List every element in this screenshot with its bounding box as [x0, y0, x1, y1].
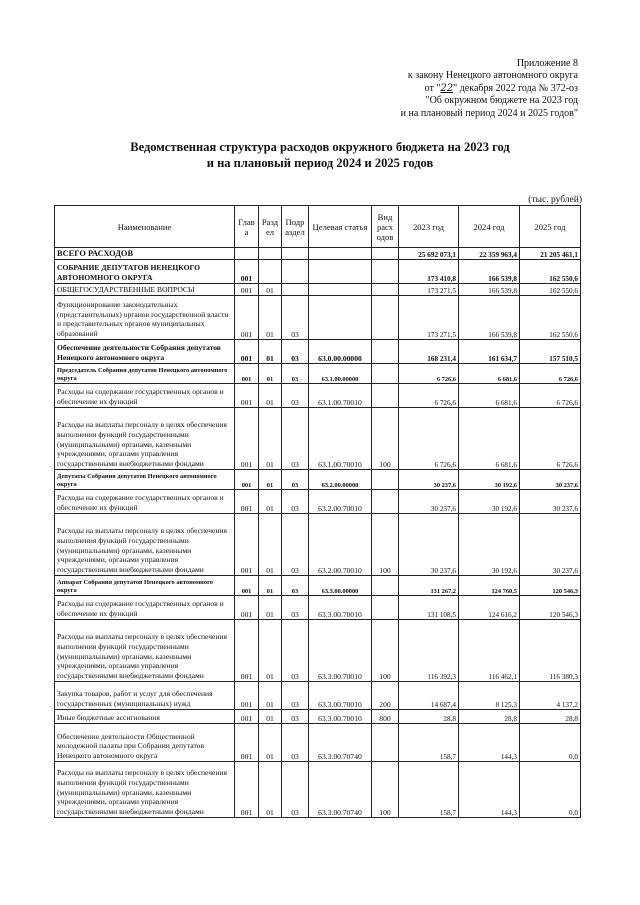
row-name: Депутаты Собрания депутатов Ненецкого автономного округа	[55, 470, 235, 490]
row-razdel: 01	[259, 576, 282, 596]
row-vid	[372, 724, 399, 762]
row-podrazdel: 03	[282, 470, 309, 490]
row-glava: 001	[235, 762, 259, 818]
table-body	[55, 248, 581, 818]
row-name: Иные бюджетные ассигнования	[55, 710, 235, 724]
row-podrazdel: 03	[282, 364, 309, 384]
row-2025: 30 237,6	[520, 514, 581, 576]
table-row	[55, 296, 581, 340]
row-podrazdel: 03	[282, 384, 309, 408]
row-name: СОБРАНИЕ ДЕПУТАТОВ НЕНЕЦКОГО АВТОНОМНОГО ОКРУГА	[55, 260, 235, 284]
row-name: Обеспечение деятельности Собрания депутатов Ненецкого автономного округа	[55, 340, 235, 364]
col-2025: 2025 год	[520, 206, 581, 248]
row-target: 63.2.00.70010	[309, 514, 372, 576]
row-razdel: 01	[259, 364, 282, 384]
row-vid	[372, 364, 399, 384]
row-2023: 173 271,5	[399, 296, 459, 340]
row-podrazdel	[282, 248, 309, 260]
row-2023: 131 267,2	[399, 576, 459, 596]
row-target: 63.3.00.70740	[309, 762, 372, 818]
law-date-suffix: " декабря 2022 года № 372-оз	[453, 82, 578, 94]
row-2023: 30 237,6	[399, 470, 459, 490]
row-name: Расходы на содержание государственных органов и обеспечение их функций	[55, 596, 235, 620]
row-target	[309, 248, 372, 260]
row-target: 63.3.00.70010	[309, 620, 372, 682]
table-row	[55, 384, 581, 408]
row-target: 63.2.00.00000	[309, 470, 372, 490]
row-target: 63.1.00.70010	[309, 384, 372, 408]
row-2024: 166 539,8	[459, 296, 520, 340]
row-2024: 166 539,8	[459, 260, 520, 284]
row-2025: 162 550,6	[520, 296, 581, 340]
row-glava: 001	[235, 384, 259, 408]
row-2025: 162 550,6	[520, 260, 581, 284]
row-podrazdel: 03	[282, 682, 309, 710]
expenditure-table	[54, 205, 581, 818]
row-glava: 001	[235, 682, 259, 710]
law-date-prefix: от "	[424, 82, 441, 94]
row-podrazdel: 03	[282, 340, 309, 364]
row-name: Обеспечение деятельности Общественной молодежной палаты при Собрании депутатов Ненецкого автономного округа	[55, 724, 235, 762]
col-vid: Вид расх одов	[372, 206, 399, 248]
row-vid: 100	[372, 620, 399, 682]
row-2024: 116 462,1	[459, 620, 520, 682]
row-target: 63.2.00.70010	[309, 490, 372, 514]
row-2024: 30 192,6	[459, 490, 520, 514]
table-row	[55, 248, 581, 260]
units-label: (тыс. рублей)	[528, 195, 582, 205]
row-2025: 6 726,6	[520, 408, 581, 470]
row-2024: 28,8	[459, 710, 520, 724]
row-vid	[372, 248, 399, 260]
row-name: Функционирование законодательных (представительных) органов государственной власти и представительных органов муниципальных образований	[55, 296, 235, 340]
row-2025: 116 380,3	[520, 620, 581, 682]
row-razdel: 01	[259, 596, 282, 620]
row-2023: 173 271,5	[399, 284, 459, 296]
row-2023: 30 237,6	[399, 514, 459, 576]
row-razdel: 01	[259, 384, 282, 408]
row-2025: 21 205 461,1	[520, 248, 581, 260]
row-target: 63.3.00.00000	[309, 576, 372, 596]
row-vid	[372, 596, 399, 620]
row-target: 63.0.00.00000	[309, 340, 372, 364]
table-row	[55, 762, 581, 818]
row-glava: 001	[235, 470, 259, 490]
row-2024: 161 634,7	[459, 340, 520, 364]
row-razdel	[259, 248, 282, 260]
row-glava: 001	[235, 364, 259, 384]
table-row	[55, 682, 581, 710]
row-2025: 162 550,6	[520, 284, 581, 296]
row-podrazdel: 03	[282, 724, 309, 762]
row-vid: 100	[372, 408, 399, 470]
row-vid	[372, 340, 399, 364]
row-2023: 173 410,8	[399, 260, 459, 284]
row-razdel: 01	[259, 470, 282, 490]
row-name: Закупка товаров, работ и услуг для обеспечения государственных (муниципальных) нужд	[55, 682, 235, 710]
row-2024: 8 125,3	[459, 682, 520, 710]
row-glava: 001	[235, 260, 259, 284]
row-2025: 6 726,6	[520, 364, 581, 384]
row-podrazdel: 03	[282, 514, 309, 576]
row-target	[309, 284, 372, 296]
row-podrazdel: 03	[282, 408, 309, 470]
row-2025: 30 237,6	[520, 470, 581, 490]
row-2025: 120 546,3	[520, 576, 581, 596]
row-2024: 144,3	[459, 724, 520, 762]
row-name: Председатель Собрания депутатов Ненецкого автономного округа	[55, 364, 235, 384]
appendix-number: Приложение 8	[516, 58, 578, 69]
row-razdel	[259, 260, 282, 284]
row-glava: 001	[235, 724, 259, 762]
row-target: 63.3.00.70740	[309, 724, 372, 762]
appendix-header	[401, 58, 578, 120]
row-razdel: 01	[259, 710, 282, 724]
row-2023: 6 726,6	[399, 384, 459, 408]
row-name: ОБЩЕГОСУДАРСТВЕННЫЕ ВОПРОСЫ	[55, 284, 235, 296]
row-vid	[372, 384, 399, 408]
row-glava: 001	[235, 490, 259, 514]
row-razdel: 01	[259, 296, 282, 340]
col-razdel: Разд ел	[259, 206, 282, 248]
row-glava: 001	[235, 340, 259, 364]
row-name: Расходы на выплаты персоналу в целях обеспечения выполнения функций государственными (муниципальными) органами, казенными учреждениями, органами управления государственными внебюджетными фондами	[55, 762, 235, 818]
row-vid	[372, 470, 399, 490]
row-2023: 158,7	[399, 724, 459, 762]
row-2024: 124 760,5	[459, 576, 520, 596]
row-glava: 001	[235, 408, 259, 470]
row-vid	[372, 260, 399, 284]
row-razdel: 01	[259, 762, 282, 818]
row-2025: 120 546,3	[520, 596, 581, 620]
table-row	[55, 340, 581, 364]
col-glava: Глав а	[235, 206, 259, 248]
law-title-line1: "Об окружном бюджете на 2023 год	[425, 95, 578, 107]
row-podrazdel	[282, 284, 309, 296]
table-row	[55, 408, 581, 470]
row-razdel: 01	[259, 284, 282, 296]
row-2024: 6 681,6	[459, 408, 520, 470]
row-target: 63.3.00.70010	[309, 710, 372, 724]
row-name: Расходы на содержание государственных органов и обеспечение их функций	[55, 490, 235, 514]
row-name: Расходы на выплаты персоналу в целях обеспечения выполнения функций государственными (муниципальными) органами, казенными учреждениями, органами управления государственными внебюджетными фондами	[55, 514, 235, 576]
row-2024: 166 539,8	[459, 284, 520, 296]
row-2024: 6 681,6	[459, 364, 520, 384]
row-target	[309, 260, 372, 284]
row-2023: 14 687,4	[399, 682, 459, 710]
table-row	[55, 260, 581, 284]
row-vid: 100	[372, 514, 399, 576]
row-vid: 200	[372, 682, 399, 710]
row-2025: 30 237,6	[520, 490, 581, 514]
law-date	[401, 83, 578, 95]
row-name: Аппарат Собрания депутатов Ненецкого автономного округа	[55, 576, 235, 596]
row-razdel: 01	[259, 340, 282, 364]
row-razdel: 01	[259, 514, 282, 576]
col-2024: 2024 год	[459, 206, 520, 248]
col-podrazdel: Подр аздел	[282, 206, 309, 248]
row-2024: 30 192,6	[459, 514, 520, 576]
row-glava: 001	[235, 710, 259, 724]
table-row	[55, 710, 581, 724]
row-2023: 131 108,5	[399, 596, 459, 620]
table-row	[55, 620, 581, 682]
row-razdel: 01	[259, 682, 282, 710]
row-2024: 30 192,6	[459, 470, 520, 490]
row-2025: 4 137,2	[520, 682, 581, 710]
row-vid: 800	[372, 710, 399, 724]
row-2024: 6 681,6	[459, 384, 520, 408]
row-razdel: 01	[259, 408, 282, 470]
row-razdel: 01	[259, 724, 282, 762]
row-target: 63.1.00.00000	[309, 364, 372, 384]
row-glava: 001	[235, 576, 259, 596]
row-podrazdel: 03	[282, 596, 309, 620]
row-podrazdel	[282, 260, 309, 284]
row-podrazdel: 03	[282, 620, 309, 682]
row-name: Расходы на выплаты персоналу в целях обеспечения выполнения функций государственными (муниципальными) органами, казенными учреждениями, органами управления государственными внебюджетными фондами	[55, 620, 235, 682]
row-name: Расходы на выплаты персоналу в целях обеспечения выполнения функций государственными (муниципальными) органами, казенными учреждениями, органами управления государственными внебюджетными фондами	[55, 408, 235, 470]
row-glava: 001	[235, 296, 259, 340]
row-name: Расходы на содержание государственных органов и обеспечение их функций	[55, 384, 235, 408]
row-2025: 28,8	[520, 710, 581, 724]
row-podrazdel: 03	[282, 490, 309, 514]
row-2023: 28,8	[399, 710, 459, 724]
row-2025: 0,0	[520, 724, 581, 762]
row-podrazdel: 03	[282, 710, 309, 724]
row-2025: 0,0	[520, 762, 581, 818]
row-glava: 001	[235, 596, 259, 620]
row-2024: 144,3	[459, 762, 520, 818]
row-2025: 6 726,6	[520, 384, 581, 408]
row-glava	[235, 248, 259, 260]
row-vid	[372, 576, 399, 596]
row-podrazdel: 03	[282, 296, 309, 340]
col-target: Целевая статья	[309, 206, 372, 248]
row-target	[309, 296, 372, 340]
row-2024: 124 616,2	[459, 596, 520, 620]
row-glava: 001	[235, 284, 259, 296]
table-row	[55, 724, 581, 762]
law-title-line2: и на плановый период 2024 и 2025 годов"	[400, 107, 578, 119]
col-name: Наименование	[55, 206, 235, 248]
row-name: ВСЕГО РАСХОДОВ	[55, 248, 235, 260]
row-2023: 6 726,6	[399, 364, 459, 384]
row-vid	[372, 490, 399, 514]
row-podrazdel: 03	[282, 576, 309, 596]
row-2023: 158,7	[399, 762, 459, 818]
row-target: 63.1.00.70010	[309, 408, 372, 470]
table-row	[55, 576, 581, 596]
row-razdel: 01	[259, 620, 282, 682]
law-reference: к закону Ненецкого автономного округа	[407, 70, 578, 82]
row-2024: 22 359 963,4	[459, 248, 520, 260]
table-row	[55, 514, 581, 576]
row-2023: 30 237,6	[399, 490, 459, 514]
table-row	[55, 490, 581, 514]
row-vid	[372, 296, 399, 340]
handwritten-day: 22	[440, 82, 454, 94]
row-glava: 001	[235, 620, 259, 682]
row-glava: 001	[235, 514, 259, 576]
document-title	[0, 139, 640, 171]
table-row	[55, 470, 581, 490]
row-2023: 6 726,6	[399, 408, 459, 470]
row-vid: 100	[372, 762, 399, 818]
row-2023: 116 392,3	[399, 620, 459, 682]
row-target: 63.3.00.70010	[309, 596, 372, 620]
title-line2: и на плановый период 2024 и 2025 годов	[206, 156, 434, 170]
row-vid	[372, 284, 399, 296]
table-header-row	[55, 206, 581, 248]
row-podrazdel: 03	[282, 762, 309, 818]
title-line1: Ведомственная структура расходов окружного бюджета на 2023 год	[130, 140, 510, 154]
row-target: 63.3.00.70010	[309, 682, 372, 710]
col-2023: 2023 год	[399, 206, 459, 248]
row-2023: 168 231,4	[399, 340, 459, 364]
table-row	[55, 364, 581, 384]
row-razdel: 01	[259, 490, 282, 514]
row-2025: 157 510,5	[520, 340, 581, 364]
table-row	[55, 596, 581, 620]
row-2023: 25 692 073,1	[399, 248, 459, 260]
table-row	[55, 284, 581, 296]
